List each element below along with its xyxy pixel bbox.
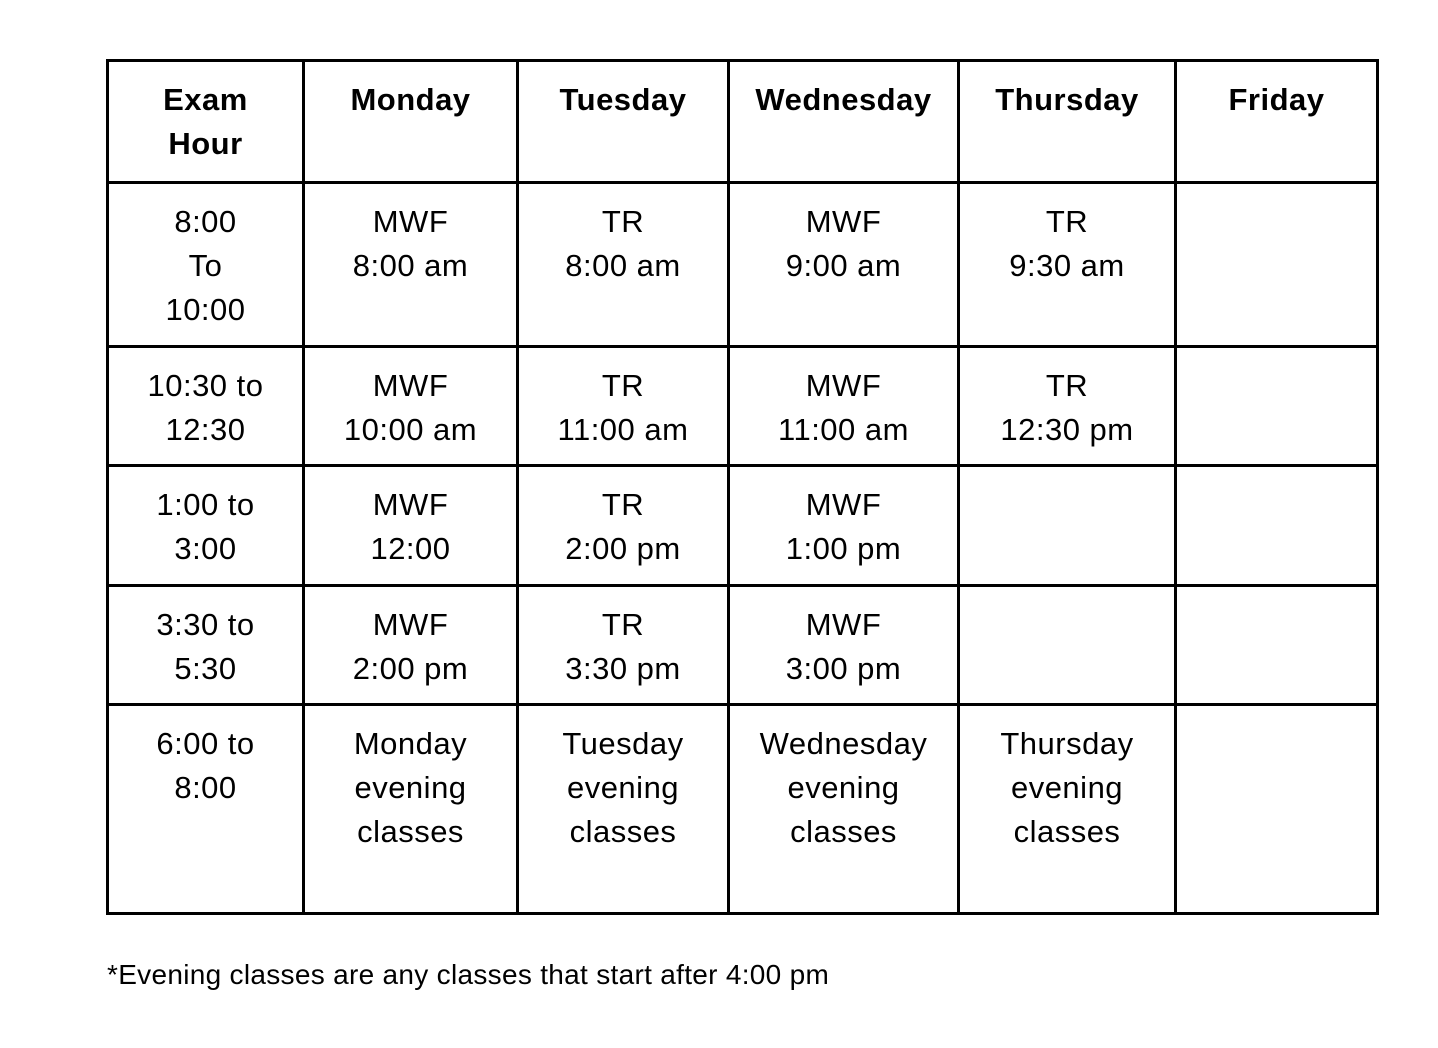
friday-cell xyxy=(1176,466,1378,586)
monday-cell: MWF 10:00 am xyxy=(304,347,518,466)
friday-cell xyxy=(1176,705,1378,914)
wednesday-cell: MWF 1:00 pm xyxy=(729,466,959,586)
exam-hour-cell: 8:00 To 10:00 xyxy=(108,183,304,347)
tuesday-cell: TR 8:00 am xyxy=(518,183,729,347)
header-wednesday: Wednesday xyxy=(729,61,959,183)
header-exam-hour: Exam Hour xyxy=(108,61,304,183)
exam-hour-cell: 6:00 to 8:00 xyxy=(108,705,304,914)
header-tuesday: Tuesday xyxy=(518,61,729,183)
exam-hour-cell: 10:30 to 12:30 xyxy=(108,347,304,466)
table-row xyxy=(108,347,1378,466)
friday-cell xyxy=(1176,586,1378,705)
exam-hour-cell: 3:30 to 5:30 xyxy=(108,586,304,705)
thursday-cell: Thursday evening classes xyxy=(959,705,1176,914)
friday-cell xyxy=(1176,347,1378,466)
exam-hour-cell: 1:00 to 3:00 xyxy=(108,466,304,586)
monday-cell: MWF 8:00 am xyxy=(304,183,518,347)
header-monday: Monday xyxy=(304,61,518,183)
tuesday-cell: TR 3:30 pm xyxy=(518,586,729,705)
monday-cell: MWF 12:00 xyxy=(304,466,518,586)
wednesday-cell: Wednesday evening classes xyxy=(729,705,959,914)
friday-cell xyxy=(1176,183,1378,347)
header-friday: Friday xyxy=(1176,61,1378,183)
thursday-cell: TR 12:30 pm xyxy=(959,347,1176,466)
header-row xyxy=(108,61,1378,183)
tuesday-cell: TR 2:00 pm xyxy=(518,466,729,586)
header-thursday: Thursday xyxy=(959,61,1176,183)
monday-cell: Monday evening classes xyxy=(304,705,518,914)
monday-cell: MWF 2:00 pm xyxy=(304,586,518,705)
table-row xyxy=(108,705,1378,914)
exam-schedule-table xyxy=(106,59,1379,915)
tuesday-cell: TR 11:00 am xyxy=(518,347,729,466)
table-row xyxy=(108,466,1378,586)
thursday-cell: TR 9:30 am xyxy=(959,183,1176,347)
wednesday-cell: MWF 11:00 am xyxy=(729,347,959,466)
thursday-cell xyxy=(959,466,1176,586)
wednesday-cell: MWF 3:00 pm xyxy=(729,586,959,705)
evening-classes-footnote: *Evening classes are any classes that start after 4:00 pm xyxy=(107,959,830,990)
wednesday-cell: MWF 9:00 am xyxy=(729,183,959,347)
thursday-cell xyxy=(959,586,1176,705)
table-row xyxy=(108,586,1378,705)
table-row xyxy=(108,183,1378,347)
tuesday-cell: Tuesday evening classes xyxy=(518,705,729,914)
